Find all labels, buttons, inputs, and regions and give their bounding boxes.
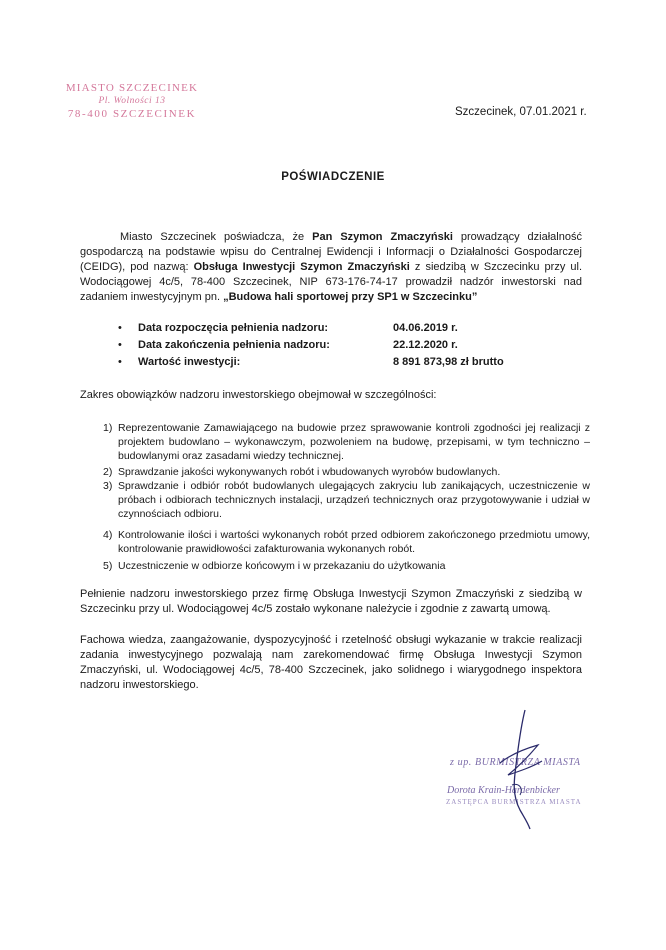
signature-stamp-title: ZASTĘPCA BURMISTRZA MIASTA: [446, 798, 582, 806]
bullet-icon: •: [118, 356, 122, 368]
city-stamp: [57, 82, 207, 121]
bullet-icon: •: [118, 339, 122, 351]
fact-value: 04.06.2019 r.: [393, 322, 458, 334]
signature-stamp-line-1: z up. BURMISTRZA MIASTA: [450, 757, 581, 768]
company-name: Obsługa Inwestycji Szymon Zmaczyński: [193, 261, 410, 273]
handwritten-signature: [490, 705, 550, 835]
document-date: Szczecinek, 07.01.2021 r.: [455, 106, 587, 118]
duty-text: Sprawdzanie i odbiór robót budowlanych ulegających zakryciu lub zanikających, uczestniczenie w próbach i odbiorach technicznych instalacji, urządzeń technicznych oraz przygotowywanie i udział w czynnościach odbioru.: [118, 480, 590, 520]
document-title: POŚWIADCZENIE: [281, 171, 385, 183]
duty-number: 4): [103, 529, 113, 541]
duty-number: 1): [103, 422, 113, 434]
duty-text: Kontrolowanie ilości i wartości wykonanych robót przed odbiorem zakończonego przedmiotu umowy, kontrolowanie prawidłowości zafakturowania wykonanych robót.: [118, 529, 590, 555]
investment-name: „Budowa hali sportowej przy SP1 w Szczecinku”: [223, 291, 478, 303]
stamp-line-3: 78-400 SZCZECINEK: [67, 108, 197, 120]
intro-paragraph: Miasto Szczecinek poświadcza, że Pan Szymon Zmaczyński prowadzący działalność gospodarczą na podstawie wpisu do Centralnej Ewidencji i Informacji o Działalności Gospodarczej (CEIDG), pod nazwą: Obsługa Inwestycji Szymon Zmaczyński z siedzibą w Szczecinku przy ul. Wodociągowej 4c/5, 78-400 Szczecinek, NIP 673-176-74-17 prowadził nadzór inwestorski nad zadaniem inwestycyjnym pn. „Budowa hali sportowej przy SP1 w Szczecinku”: [80, 231, 582, 303]
fact-label: Wartość inwestycji:: [138, 356, 241, 368]
duty-text: Reprezentowanie Zamawiającego na budowie przez sprawowanie kontroli zgodności jej realizacji z projektem budowlano – wykonawczym, pozwoleniem na budowę, przepisami, w tym techniczno – budowlanymi oraz zasadami wiedzy technicznej.: [118, 422, 590, 462]
duty-text: Sprawdzanie jakości wykonywanych robót i wbudowanych wyrobów budowlanych.: [118, 466, 501, 478]
fact-value: 8 891 873,98 zł brutto: [393, 356, 504, 368]
signature-stamp-name: Dorota Krain-Hardenbicker: [447, 785, 560, 796]
duties-intro: Zakres obowiązków nadzoru inwestorskiego obejmował w szczególności:: [80, 389, 437, 401]
fact-label: Data zakończenia pełnienia nadzoru:: [138, 339, 330, 351]
fact-label: Data rozpoczęcia pełnienia nadzoru:: [138, 322, 329, 334]
duty-number: 3): [103, 480, 113, 492]
completion-paragraph: Pełnienie nadzoru inwestorskiego przez firmę Obsługa Inwestycji Szymon Zmaczyński z siedzibą w Szczecinku przy ul. Wodociągowej 4c/5 zostało wykonane należycie i zgodnie z zawartą umową.: [80, 588, 582, 615]
recommendation-paragraph: Fachowa wiedza, zaangażowanie, dyspozycyjność i rzetelność obsługi wykazanie w trakcie realizacji zadania inwestycyjnego pozwalają nam zarekomendować firmę Obsługa Inwestycji Szymon Zmaczyński, ul. Wodociągowej 4c/5, 78-400 Szczecinek, jako solidnego i wiarygodnego inspektora nadzoru inwestorskiego.: [80, 634, 582, 691]
person-name: Pan Szymon Zmaczyński: [312, 231, 453, 243]
fact-value: 22.12.2020 r.: [393, 339, 458, 351]
duty-text: Uczestniczenie w odbiorze końcowym i w przekazaniu do użytkowania: [118, 560, 446, 572]
stamp-line-1: MIASTO SZCZECINEK: [65, 82, 199, 94]
bullet-icon: •: [118, 322, 122, 334]
duty-number: 2): [103, 466, 113, 478]
duty-number: 5): [103, 560, 113, 572]
stamp-line-2: Pl. Wolności 13: [98, 96, 166, 106]
